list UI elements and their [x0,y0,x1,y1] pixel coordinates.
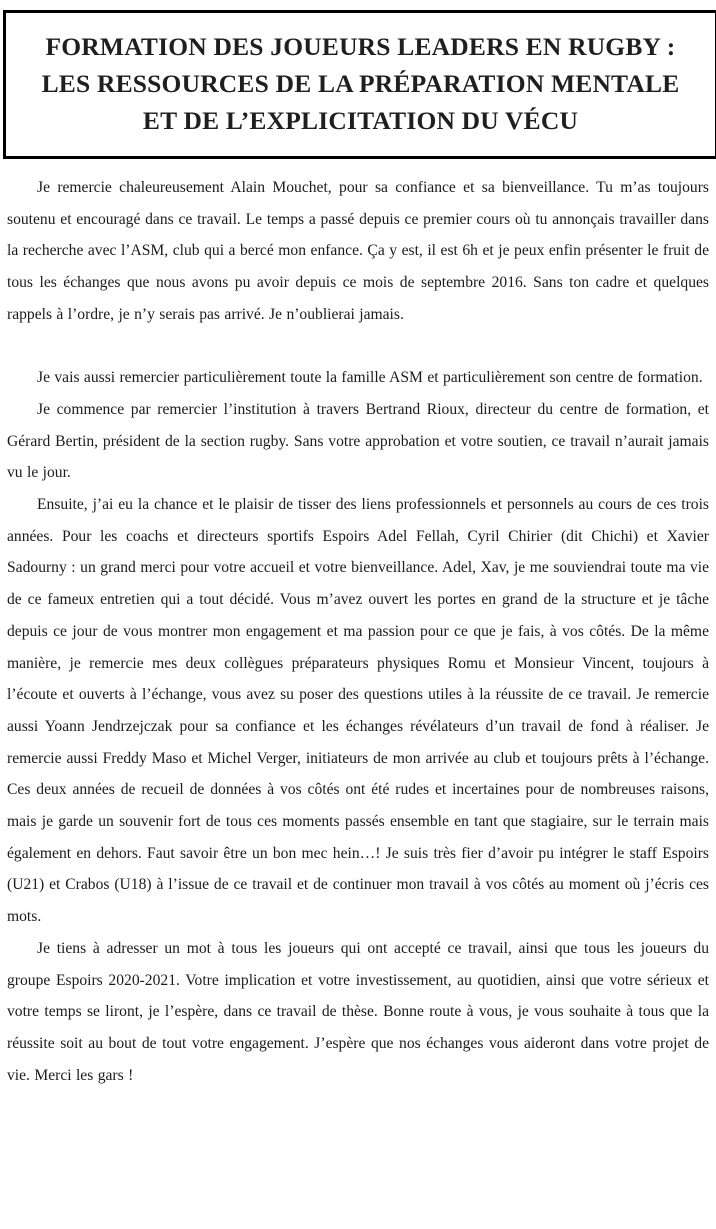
paragraph-institution: Je commence par remercier l’institution à travers Bertrand Rioux, directeur du centre de formation, et Gérard Bertin, président de la section rugby. Sans votre approbation et votre soutien, ce travail n’aurait jamais vu le jour. [7,400,709,482]
page-title [14,28,707,139]
paragraph-famille-asm: Je vais aussi remercier particulièrement toute la famille ASM et particulièrement son centre de formation. [37,369,703,387]
title-line-2: LES RESSOURCES DE LA PRÉPARATION MENTALE [41,69,680,98]
document-body [7,172,709,1091]
paragraph-coachs-et-staff: Ensuite, j’ai eu la chance et le plaisir de tisser des liens professionnels et personnels au cours de ces trois années. Pour les coachs et directeurs sportifs Espoirs Adel Fellah, Cyril Chirier (dit Chichi) et Xavier Sadourny : un grand merci pour votre accueil et votre bienveillance. Adel, Xav, je me souviendrai toute ma vie de ce fameux entretien qui a tout décidé. Vous m’avez ouvert les portes en grand de la structure et je tâche depuis ce jour de vous montrer mon engagement et ma passion pour ce que je fais, à vos côtés. De la même manière, je remercie mes deux collègues préparateurs physiques Romu et Monsieur Vincent, toujours à l’écoute et ouverts à l’échange, vous avez su poser des questions utiles à la réussite de ce travail. Je remercie aussi Yoann Jendrzejczak pour sa confiance et les échanges révélateurs d’un travail de fond à réaliser. Je remercie aussi Freddy Maso et Michel Verger, initiateurs de mon arrivée au club et toujours prêts à l’échange. Ces deux années de recueil de données à vos côtés ont été rudes et incertaines pour de nombreuses raisons, mais je garde un souvenir fort de tous ces moments passés ensemble en tant que stagiaire, sur le terrain mais également en dehors. Faut savoir être un bon mec hein…! Je suis très fier d’avoir pu intégrer le staff Espoirs (U21) et Crabos (U18) à l’issue de ce travail et de continuer mon travail à vos côtés au moment où j’écris ces mots. [7,496,709,926]
paragraph-remerciement-mouchet: Je remercie chaleureusement Alain Mouchet, pour sa confiance et sa bienveillance. Tu m’as toujours soutenu et encouragé dans ce travail. Le temps a passé depuis ce premier cours où tu annonçais travailler dans la recherche avec l’ASM, club qui a bercé mon enfance. Ça y est, il est 6h et je peux enfin présenter le fruit de tous les échanges que nous avons pu avoir depuis ce mois de septembre 2016. Sans ton cadre et quelques rappels à l’ordre, je n’y serais pas arrivé. Je n’oublierai jamais. [7,179,709,323]
title-line-1: FORMATION DES JOUEURS LEADERS EN RUGBY : [45,32,676,61]
title-box [3,10,716,159]
document-page [0,10,716,1229]
paragraph-joueurs: Je tiens à adresser un mot à tous les joueurs qui ont accepté ce travail, ainsi que tous les joueurs du groupe Espoirs 2020-2021. Votre implication et votre investissement, au quotidien, ainsi que votre sérieux et votre temps se liront, je l’espère, dans ce travail de thèse. Bonne route à vous, je vous souhaite à tous que la réussite soit au bout de tout votre engagement. J’espère que nos échanges vous aideront dans votre projet de vie. Merci les gars ! [7,939,709,1084]
title-line-3: ET DE L’EXPLICITATION DU VÉCU [142,106,579,135]
